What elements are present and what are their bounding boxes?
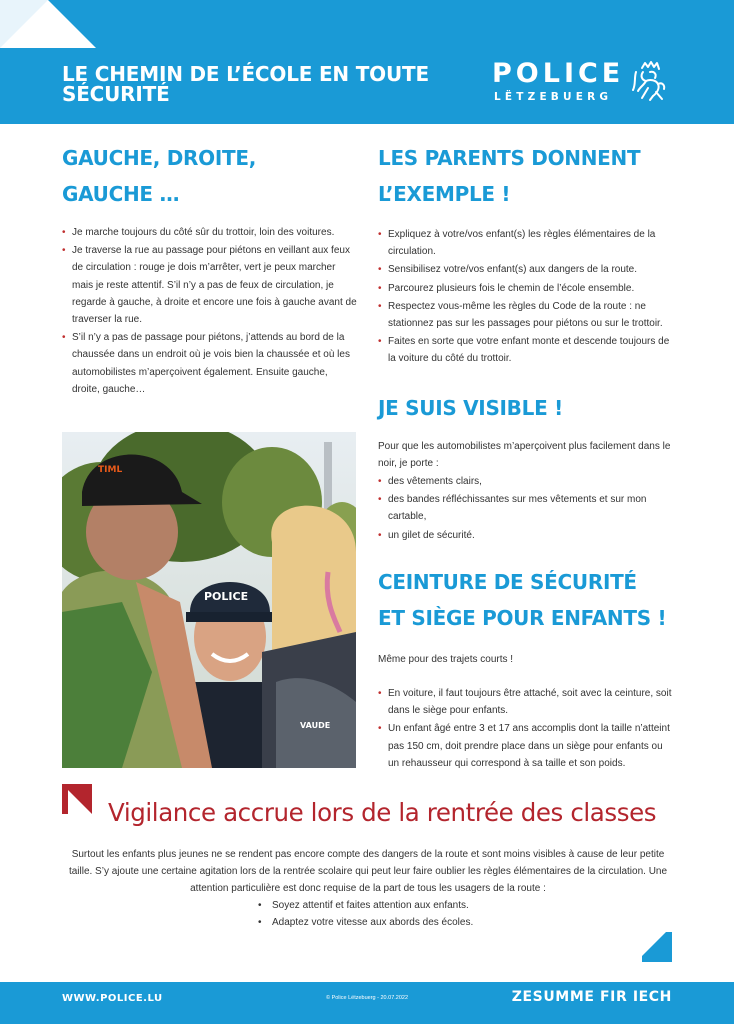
photo-illustration <box>62 432 356 768</box>
visible-intro: Pour que les automobilistes m’aperçoivent plus facilement dans le noir, je porte : <box>378 441 671 470</box>
list-item: • Parcourez plusieurs fois le chemin de l’école ensemble. <box>378 280 674 297</box>
list-ceinture <box>378 685 674 773</box>
list-parents <box>378 226 674 369</box>
photo-police-children <box>62 432 356 768</box>
footer-slogan: ZESUMME FIR IECH <box>511 989 672 1005</box>
list-item: • Respectez vous-même les règles du Code de la route : ne stationnez pas sur les passages pour piétons ou sur le trottoir. <box>378 298 674 332</box>
list-item: • S’il n’y a pas de passage pour piétons, j’attends au bord de la chaussée dans un endroit où je vois bien la chaussée et où les automobilistes m’aperçoivent également. Ensuite gauche, droite, gauche… <box>62 329 358 398</box>
corner-fold-icon <box>0 0 96 60</box>
list-item: • Sensibilisez votre/vos enfant(s) aux dangers de la route. <box>378 261 674 278</box>
heading-ceinture: CEINTURE DE SÉCURITÉ ET SIÈGE POUR ENFANTS ! <box>378 570 667 630</box>
logo-subtitle: LËTZEBUERG <box>494 91 613 103</box>
cap-text: TIML <box>98 465 123 475</box>
list-item: • Adaptez votre vitesse aux abords des écoles. <box>258 914 473 931</box>
lion-emblem-icon <box>630 60 670 102</box>
header-banner <box>0 0 734 124</box>
heading-gauche-droite: GAUCHE, DROITE, GAUCHE … <box>62 146 257 206</box>
list-item: • En voiture, il faut toujours être attaché, soit avec la ceinture, soit dans le siège pour enfants. <box>378 685 674 719</box>
list-item: • Je traverse la rue au passage pour piétons en veillant aux feux de circulation : rouge je dois m’arrêter, vert je peux marcher mais je reste attentif. S’il n’y a pas de feux de circulation, je regarde à gauche, à droite et encore une fois à gauche avant de traverser la rue. <box>62 242 358 328</box>
list-gauche-droite <box>62 224 358 399</box>
list-item: • Expliquez à votre/vos enfant(s) les règles élémentaires de la circulation. <box>378 226 674 260</box>
corner-mark-icon <box>62 784 98 820</box>
vigilance-text: Surtout les enfants plus jeunes ne se rendent pas encore compte des dangers de la route et sont moins visibles à cause de leur petite taille. S’y ajoute une certaine agitation lors de la rentrée scolaire qui peut leur faire oublier les règles élémentaires de la circulation. Une attention particulière est donc requise de la part de tous les usagers de la route : <box>68 849 668 895</box>
list-item: • des bandes réfléchissantes sur mes vêtements et sur mon cartable, <box>378 491 674 525</box>
list-item: • Je marche toujours du côté sûr du trottoir, loin des voitures. <box>62 224 358 241</box>
list-vigilance <box>258 897 473 931</box>
footer-bar <box>0 982 734 1024</box>
ceinture-intro: Même pour des trajets courts ! <box>378 654 514 665</box>
heading-visible: JE SUIS VISIBLE ! <box>378 396 563 420</box>
heading-parents: LES PARENTS DONNENT L’EXEMPLE ! <box>378 146 641 206</box>
corner-mark-blue-icon <box>636 926 672 962</box>
footer-url-link[interactable]: WWW.POLICE.LU <box>62 993 163 1004</box>
page-title: LE CHEMIN DE L’ÉCOLE EN TOUTE SÉCURITÉ <box>62 62 429 106</box>
list-visible <box>378 473 674 545</box>
list-item: • des vêtements clairs, <box>378 473 674 490</box>
list-item: • Soyez attentif et faites attention aux enfants. <box>258 897 473 914</box>
list-item: • Faites en sorte que votre enfant monte et descende toujours de la voiture du côté du trottoir. <box>378 333 674 367</box>
police-logo <box>492 58 682 108</box>
list-item: • Un enfant âgé entre 3 et 17 ans accomplis dont la taille n’atteint pas 150 cm, doit prendre place dans un siège pour enfants ou un rehausseur qui correspond à sa taille et son poids. <box>378 720 674 772</box>
logo-wordmark: POLICE <box>492 58 625 89</box>
footer-copyright: © Police Lëtzebuerg - 20.07.2022 <box>326 995 409 1001</box>
backpack-text: VAUDE <box>300 721 331 730</box>
vigilance-title: Vigilance accrue lors de la rentrée des classes <box>108 798 657 827</box>
list-item: • un gilet de sécurité. <box>378 527 674 544</box>
police-cap-text: POLICE <box>204 590 249 603</box>
